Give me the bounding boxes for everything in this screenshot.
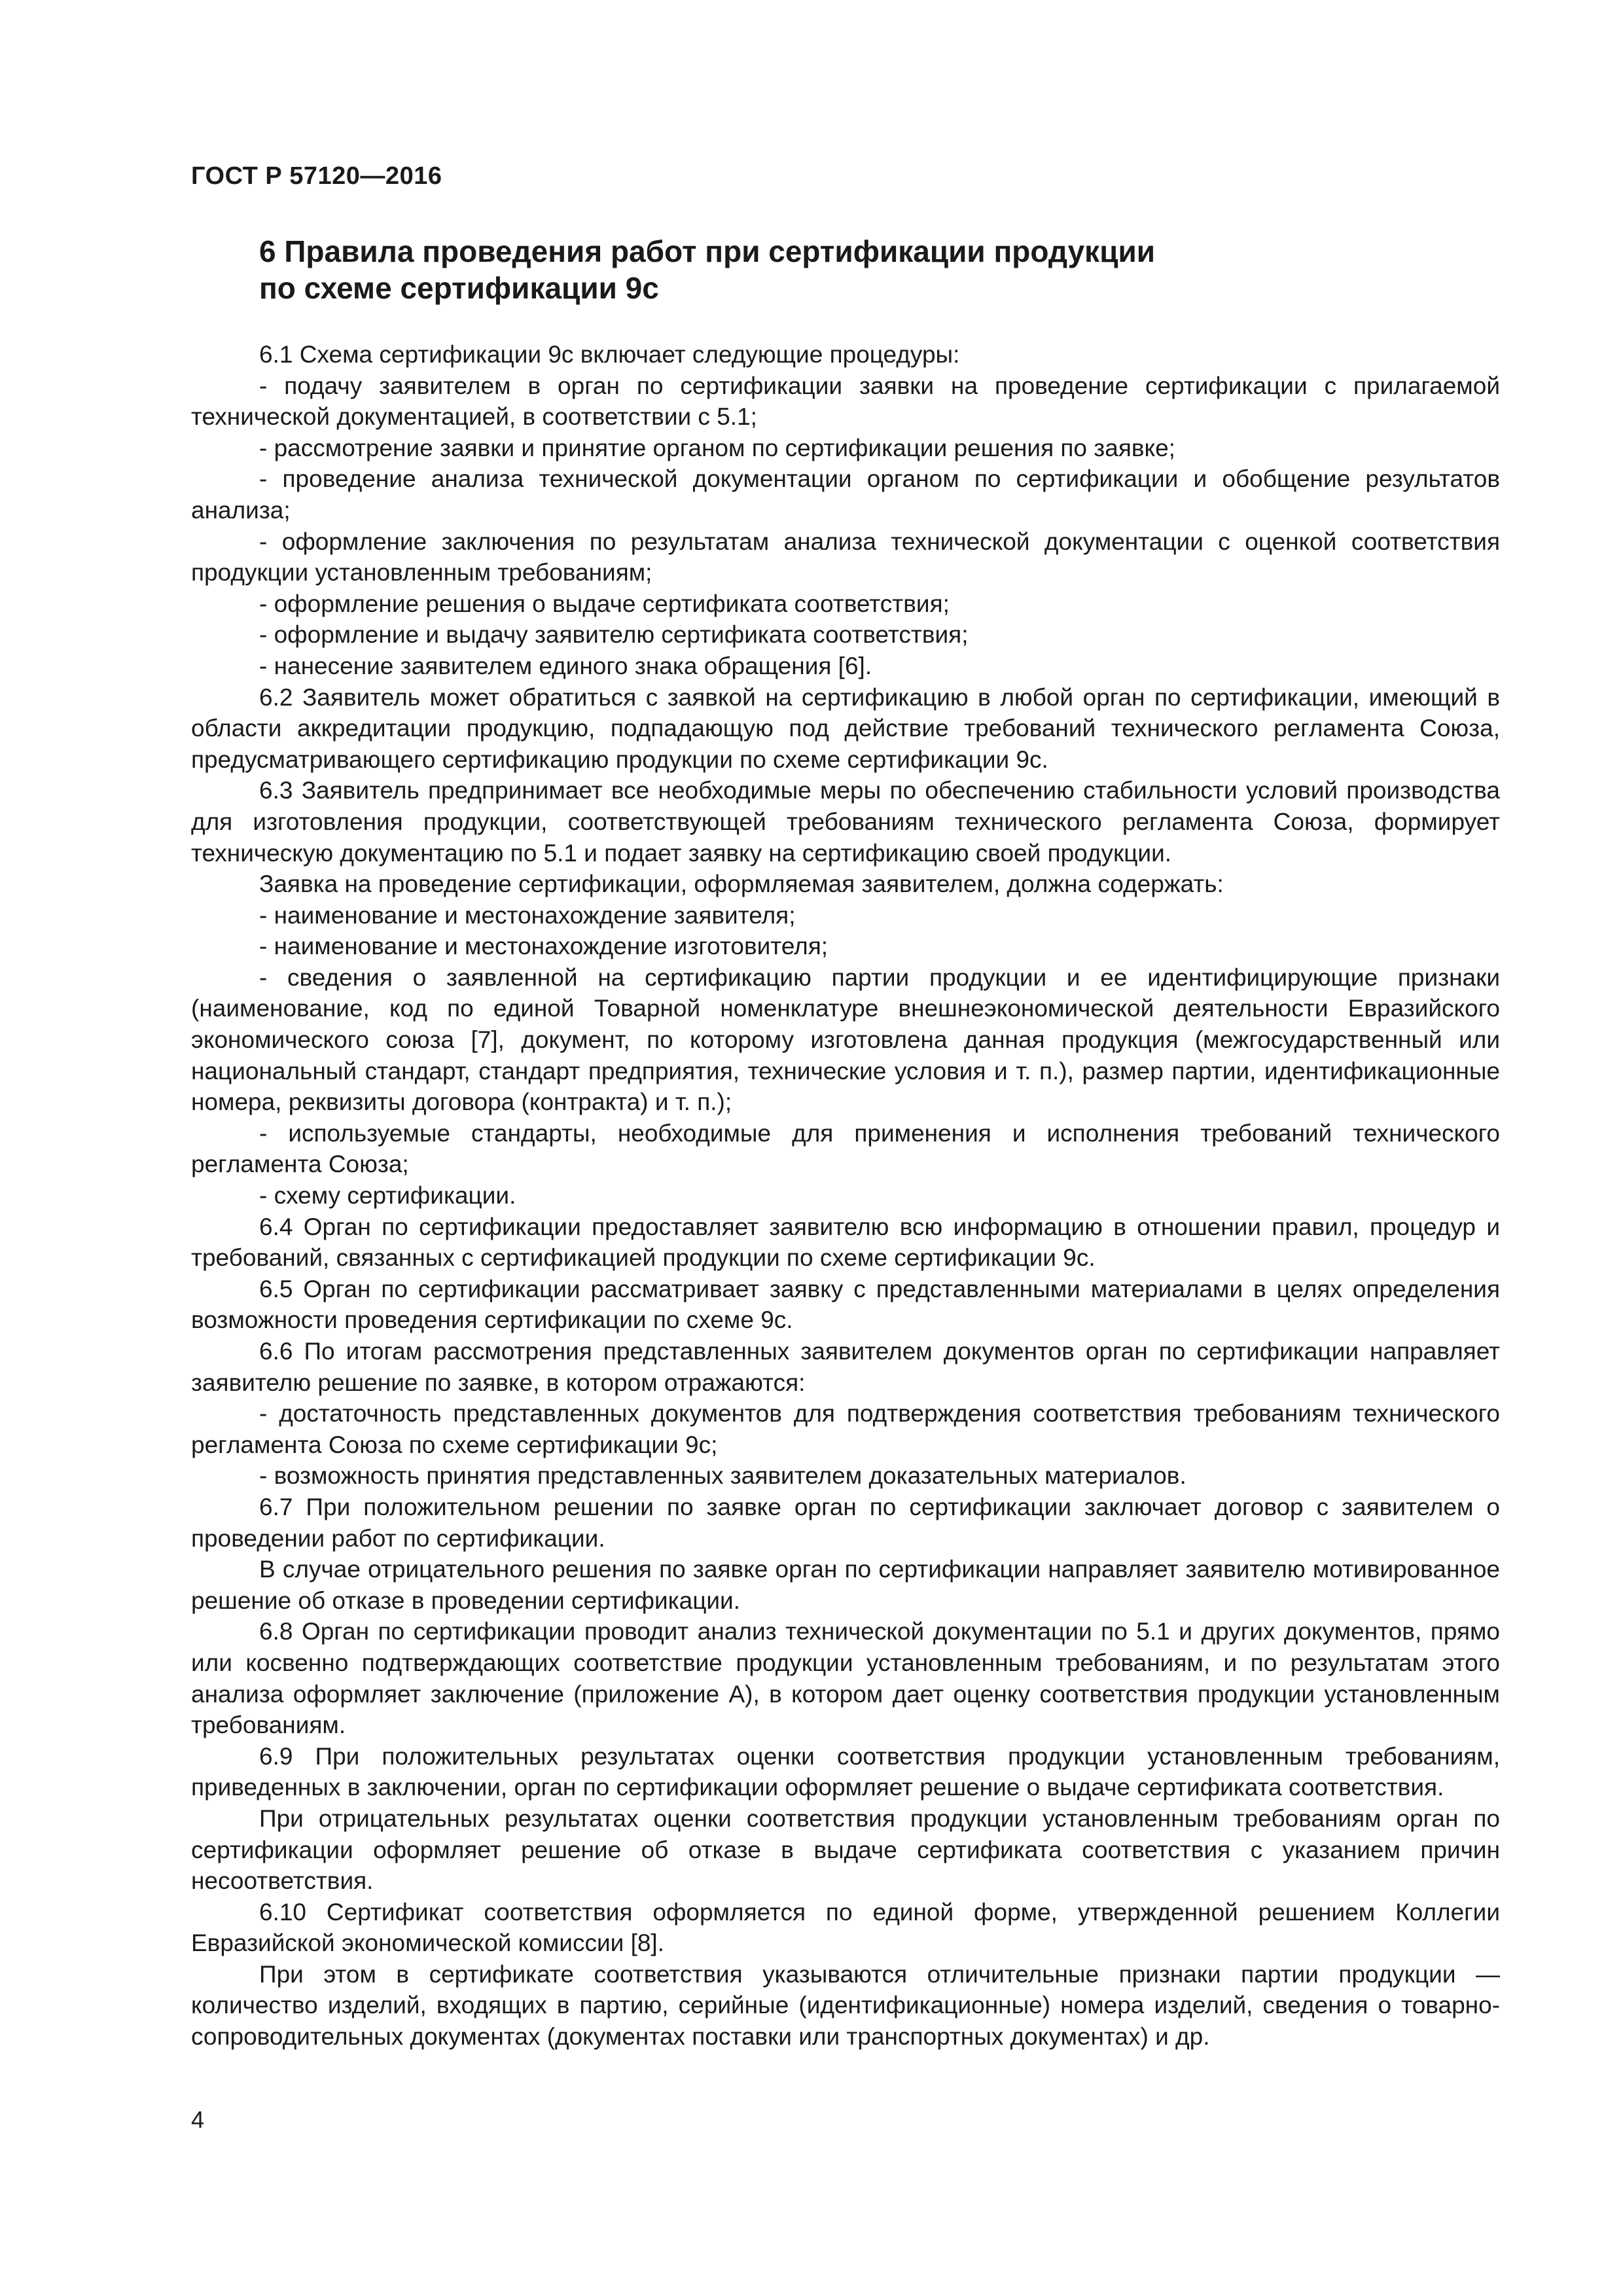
list-item: - достаточность представленных документов для подтверждения соответствия требованиям технического регламента Союза по схеме сертификации 9с; [191, 1400, 1500, 1458]
list-item: - наименование и местонахождение заявителя; [259, 901, 796, 929]
list-item: - оформление и выдачу заявителю сертификата соответствия; [259, 621, 969, 649]
list-item: - используемые стандарты, необходимые для применения и исполнения требований технического регламента Союза; [191, 1119, 1500, 1178]
paragraph-6-2: 6.2 Заявитель может обратиться с заявкой на сертификацию в любой орган по сертификации, имеющий в области аккредитации продукцию, подпадающую под действие требований технического регламента Союза, предусматривающего сертификацию продукции по схеме сертификации 9с. [191, 683, 1500, 773]
paragraph: При отрицательных результатах оценки соответствия продукции установленным требованиям орган по сертификации оформляет решение об отказе в выдаче сертификата соответствия с указанием причин несоответствия. [191, 1804, 1500, 1895]
paragraph: Заявка на проведение сертификации, оформляемая заявителем, должна содержать: [259, 870, 1224, 898]
paragraph-6-6: 6.6 По итогам рассмотрения представленных заявителем документов орган по сертификации направляет заявителю решение по заявке, в котором отражаются: [191, 1338, 1500, 1396]
list-item: - нанесение заявителем единого знака обращения [6]. [259, 652, 872, 679]
document-code-header: ГОСТ Р 57120—2016 [191, 162, 442, 190]
document-body [191, 339, 1500, 2053]
section-title-line-1: 6 Правила проведения работ при сертификации продукции [259, 234, 1156, 268]
paragraph-6-4: 6.4 Орган по сертификации предоставляет заявителю всю информацию в отношении правил, процедур и требований, связанных с сертификацией продукции по схеме сертификации 9с. [191, 1213, 1500, 1272]
list-item: - наименование и местонахождение изготовителя; [259, 933, 829, 960]
paragraph-6-10: 6.10 Сертификат соответствия оформляется по единой форме, утвержденной решением Коллегии Евразийской экономической комиссии [8]. [191, 1898, 1500, 1957]
paragraph-6-8: 6.8 Орган по сертификации проводит анализ технической документации по 5.1 и других документов, прямо или косвенно подтверждающих соответствие продукции установленным требованиям, и по результатам этого анализа оформляет заключение (приложение А), в котором дает оценку соответствия продукции установленным требованиям. [191, 1618, 1500, 1739]
list-item: - оформление заключения по результатам анализа технической документации с оценкой соответствия продукции установленным требованиям; [191, 528, 1500, 586]
list-item: - возможность принятия представленных заявителем доказательных материалов. [259, 1462, 1186, 1490]
section-title-line-2: по схеме сертификации 9с [259, 271, 659, 305]
paragraph-6-3: 6.3 Заявитель предпринимает все необходимые меры по обеспечению стабильности условий производства для изготовления продукции, соответствующей требованиям технического регламента Союза, формирует техническую документацию по 5.1 и подает заявку на сертификацию своей продукции. [191, 777, 1500, 867]
section-title [259, 233, 1503, 306]
paragraph: При этом в сертификате соответствия указываются отличительные признаки партии продукции — количество изделий, входящих в партию, серийные (идентификационные) номера изделий, сведения о товарно-сопроводительных документах (документах поставки или транспортных документах) и др. [191, 1960, 1500, 2051]
list-item: - сведения о заявленной на сертификацию партии продукции и ее идентифицирующие признаки (наименование, код по единой Товарной номенклатуре внешнеэкономической деятельности Евразийского экономического союза [7], документ, по которому изготовлена данная продукция (межгосударственный или национальный стандарт, стандарт предприятия, технические условия и т. п.), размер партии, идентификационные номера, реквизиты договора (контракта) и т. п.); [191, 963, 1500, 1116]
paragraph-6-1: 6.1 Схема сертификации 9с включает следующие процедуры: [259, 341, 960, 368]
list-item: - оформление решения о выдаче сертификата соответствия; [259, 590, 950, 617]
list-item: - проведение анализа технической документации органом по сертификации и обобщение результатов анализа; [191, 465, 1500, 524]
list-item: - рассмотрение заявки и принятие органом по сертификации решения по заявке; [259, 434, 1175, 461]
paragraph-6-5: 6.5 Орган по сертификации рассматривает заявку с представленными материалами в целях определения возможности проведения сертификации по схеме 9с. [191, 1275, 1500, 1334]
list-item: - подачу заявителем в орган по сертификации заявки на проведение сертификации с прилагаемой технической документацией, в соответствии с 5.1; [191, 372, 1500, 431]
paragraph: В случае отрицательного решения по заявке орган по сертификации направляет заявителю мотивированное решение об отказе в проведении сертификации. [191, 1556, 1500, 1614]
paragraph-6-9: 6.9 При положительных результатах оценки соответствия продукции установленным требованиям, приведенных в заключении, орган по сертификации оформляет решение о выдаче сертификата соответствия. [191, 1742, 1500, 1801]
list-item: - схему сертификации. [259, 1182, 516, 1210]
page-number: 4 [191, 2106, 205, 2133]
paragraph-6-7: 6.7 При положительном решении по заявке орган по сертификации заключает договор с заявителем о проведении работ по сертификации. [191, 1493, 1500, 1552]
